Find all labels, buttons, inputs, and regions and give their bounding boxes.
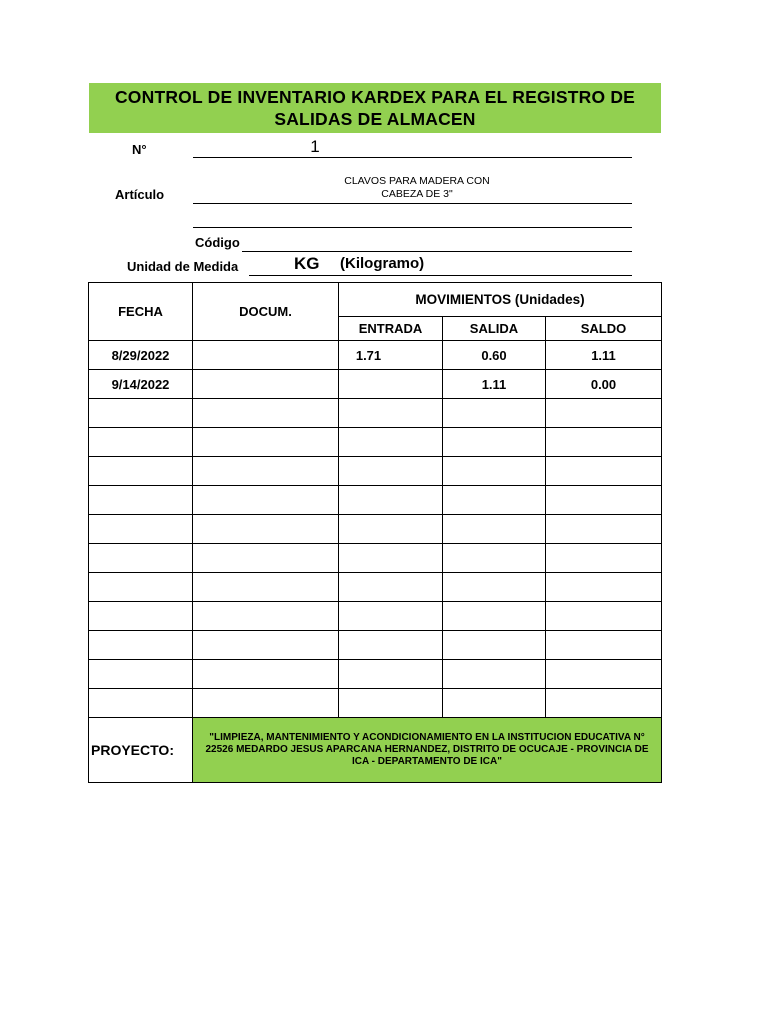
cell-salida <box>443 486 546 515</box>
articulo-underline <box>193 203 632 204</box>
col-header-salida: SALIDA <box>443 317 546 341</box>
cell-fecha: 8/29/2022 <box>89 341 193 370</box>
cell-entrada <box>339 399 443 428</box>
cell-fecha <box>89 660 193 689</box>
cell-salida <box>443 689 546 718</box>
table-row <box>89 544 662 573</box>
numero-underline <box>193 157 632 158</box>
proyecto-row <box>89 718 662 783</box>
cell-saldo: 0.00 <box>546 370 662 399</box>
document-title: CONTROL DE INVENTARIO KARDEX PARA EL REGISTRO DE SALIDAS DE ALMACEN <box>114 87 636 129</box>
col-header-saldo: SALDO <box>546 317 662 341</box>
cell-fecha <box>89 573 193 602</box>
articulo-label: Artículo <box>115 187 165 202</box>
cell-fecha <box>89 544 193 573</box>
kardex-table <box>88 282 662 783</box>
cell-entrada <box>339 486 443 515</box>
unidad-value: KG <box>294 254 320 273</box>
unidad-desc: (Kilogramo) <box>340 255 425 272</box>
cell-docum <box>193 602 339 631</box>
col-header-entrada: ENTRADA <box>339 317 443 341</box>
cell-docum <box>193 370 339 399</box>
cell-saldo <box>546 602 662 631</box>
group-header-movimientos: MOVIMIENTOS (Unidades) <box>339 283 662 317</box>
cell-docum <box>193 399 339 428</box>
table-row <box>89 370 662 399</box>
cell-salida: 1.11 <box>443 370 546 399</box>
cell-entrada <box>339 370 443 399</box>
cell-entrada <box>339 457 443 486</box>
cell-salida <box>443 428 546 457</box>
cell-saldo <box>546 399 662 428</box>
unidad-underline <box>249 275 632 276</box>
cell-salida <box>443 544 546 573</box>
cell-entrada: 1.71 <box>339 341 443 370</box>
cell-entrada <box>339 631 443 660</box>
table-row <box>89 428 662 457</box>
cell-fecha <box>89 689 193 718</box>
cell-saldo <box>546 428 662 457</box>
cell-docum <box>193 689 339 718</box>
articulo-value <box>193 175 641 201</box>
cell-salida <box>443 602 546 631</box>
cell-salida <box>443 660 546 689</box>
table-row <box>89 457 662 486</box>
cell-saldo <box>546 486 662 515</box>
cell-docum <box>193 486 339 515</box>
table-header-row <box>89 283 662 317</box>
proyecto-text: "LIMPIEZA, MANTENIMIENTO Y ACONDICIONAMIENTO EN LA INSTITUCION EDUCATIVA N° 22526 MEDARDO JESUS APARCANA HERNANDEZ, DISTRITO DE OCUCAJE - PROVINCIA DE ICA - DEPARTAMENTO DE ICA" <box>193 718 662 783</box>
table-row <box>89 515 662 544</box>
table-row <box>89 631 662 660</box>
cell-salida <box>443 573 546 602</box>
cell-saldo <box>546 573 662 602</box>
cell-docum <box>193 428 339 457</box>
cell-entrada <box>339 544 443 573</box>
table-row <box>89 399 662 428</box>
cell-saldo <box>546 631 662 660</box>
codigo-label: Código <box>195 235 240 250</box>
cell-saldo <box>546 544 662 573</box>
numero-label: N° <box>132 142 147 157</box>
cell-salida <box>443 457 546 486</box>
cell-docum <box>193 573 339 602</box>
cell-entrada <box>339 689 443 718</box>
cell-entrada <box>339 515 443 544</box>
cell-entrada <box>339 602 443 631</box>
cell-fecha <box>89 399 193 428</box>
cell-entrada <box>339 428 443 457</box>
cell-docum <box>193 515 339 544</box>
articulo-value-line1: CLAVOS PARA MADERA CON <box>344 175 490 187</box>
table-row <box>89 689 662 718</box>
cell-salida <box>443 631 546 660</box>
cell-saldo <box>546 457 662 486</box>
cell-docum <box>193 660 339 689</box>
col-header-docum: DOCUM. <box>193 283 339 341</box>
document-title-banner <box>89 83 661 133</box>
articulo-underline-2 <box>193 227 632 228</box>
cell-salida: 0.60 <box>443 341 546 370</box>
table-row <box>89 341 662 370</box>
cell-fecha <box>89 631 193 660</box>
col-header-fecha: FECHA <box>89 283 193 341</box>
cell-salida <box>443 515 546 544</box>
numero-value: 1 <box>310 137 320 156</box>
cell-saldo <box>546 660 662 689</box>
proyecto-label: PROYECTO: <box>89 718 193 783</box>
cell-docum <box>193 341 339 370</box>
cell-saldo: 1.11 <box>546 341 662 370</box>
table-row <box>89 660 662 689</box>
cell-docum <box>193 457 339 486</box>
unidad-label: Unidad de Medida <box>127 259 239 274</box>
cell-docum <box>193 631 339 660</box>
cell-fecha <box>89 428 193 457</box>
cell-fecha <box>89 486 193 515</box>
table-row <box>89 486 662 515</box>
codigo-underline <box>242 251 632 252</box>
cell-entrada <box>339 573 443 602</box>
cell-fecha: 9/14/2022 <box>89 370 193 399</box>
cell-fecha <box>89 457 193 486</box>
cell-docum <box>193 544 339 573</box>
table-row <box>89 573 662 602</box>
table-row <box>89 602 662 631</box>
cell-salida <box>443 399 546 428</box>
cell-saldo <box>546 689 662 718</box>
articulo-value-line2: CABEZA DE 3" <box>381 188 453 200</box>
cell-fecha <box>89 602 193 631</box>
cell-saldo <box>546 515 662 544</box>
cell-entrada <box>339 660 443 689</box>
cell-fecha <box>89 515 193 544</box>
